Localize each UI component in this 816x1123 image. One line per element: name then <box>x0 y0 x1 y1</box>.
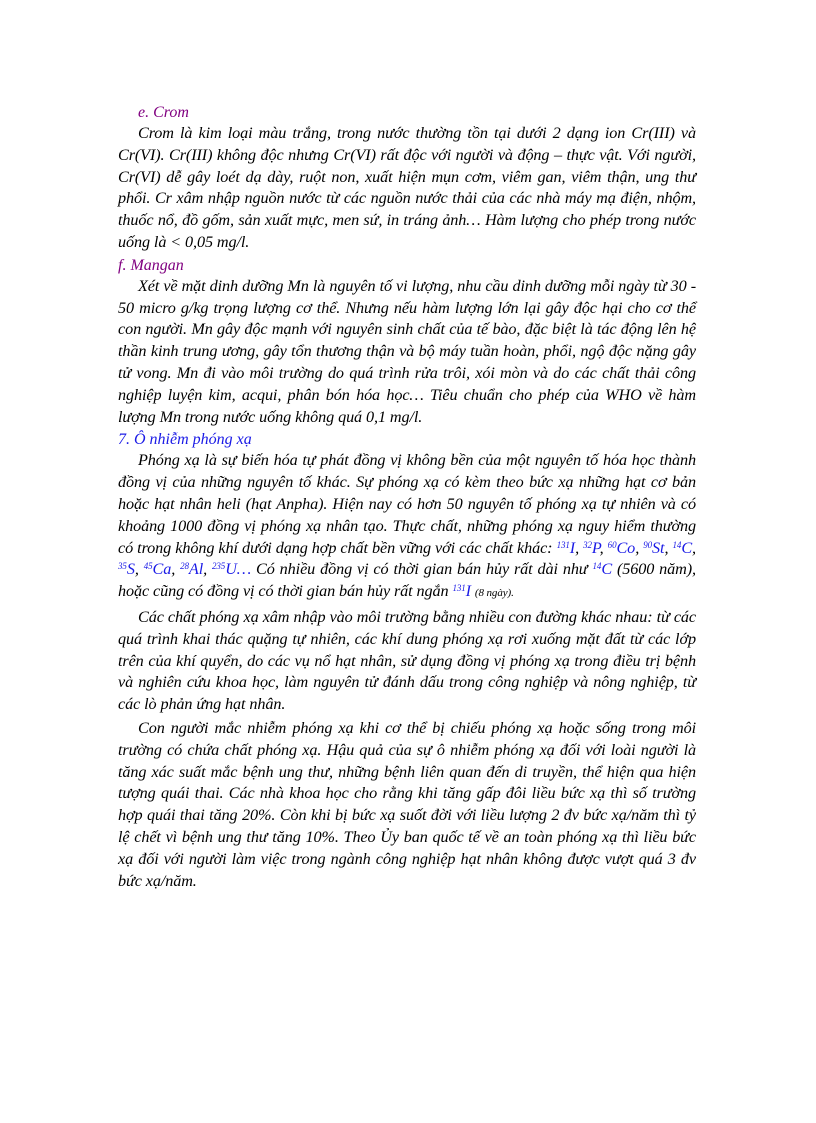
isotope-list: $^{131}$I, $^{32}$P, $^{60}$Co, $^{90}$St, $^{14}$C, $^{35}$S, $^{45}$Ca, $^{28}$Al, $^{235}$U… <box>118 538 696 579</box>
section-7-paragraph-2: Các chất phóng xạ xâm nhập vào môi trường bằng nhiều con đường khác nhau: từ các quá trình khai thác quặng tự nhiên, các khí dung phóng xạ rơi xuống mặt đất từ các lớp trên của khí quyển, do các vụ nổ hạt nhân, sử dụng đồng vị phóng xạ trong điều trị bệnh và nghiên cứu khoa học, làm nguyên tử đánh dấu trong công nghiệp và nông nghiệp, từ các lò phản ứng hạt nhân. <box>118 607 696 714</box>
isotope-item: $^{14}$C <box>672 538 693 557</box>
isotope-item: $^{131}$I <box>556 538 576 557</box>
isotope-item: $^{45}$Ca <box>143 560 172 579</box>
p1-end: (8 ngày). <box>474 587 514 600</box>
section-7-heading: 7. Ô nhiễm phóng xạ <box>118 431 252 449</box>
isotope-item: $^{60}$Co <box>607 538 636 557</box>
section-e-heading: e. Crom <box>138 104 189 121</box>
isotope-item: $^{235}$U… <box>212 560 252 579</box>
isotope-item: $^{35}$S <box>118 560 135 579</box>
isotope-item: $^{28}$Al <box>180 560 204 579</box>
p1-text: Phóng xạ là sự biến hóa tự phát đồng vị không bền của một nguyên tố hóa học thành đồng vị của những nguyên tố khác. Sự phóng xạ có kèm theo bức xạ những hạt cơ bản hoặc hạt nhân heli (hạt Anpha). Hiện nay có hơn 50 nguyên tố phóng xạ tự nhiên và có khoảng 1000 đồng vị phóng xạ nhân tạo. Thực chất, những phóng xạ nguy hiểm thường có trong không khí dưới dạng hợp chất bền vững với các chất khác: <box>118 451 696 557</box>
p1-mid2: (5600 năm), hoặc cũng có đồng vị có thời gian bán hủy rất ngắn <box>118 560 696 601</box>
section-7-paragraph-3: Con người mắc nhiễm phóng xạ khi cơ thể bị chiếu phóng xạ hoặc sống trong môi trường có chứa chất phóng xạ. Hậu quả của sự ô nhiễm phóng xạ đối với loài người là tăng xác suất mắc bệnh ung thư, những bệnh liên quan đến di truyền, thể hiện qua hiện tượng quái thai. Các nhà khoa học cho rằng khi tăng gấp đôi liều bức xạ thì số trường hợp quái thai tăng 20%. Còn khi bị bức xạ suốt đời với liều lượng 2 đv bức xạ/năm thì tỷ lệ chết vì bệnh ung thư tăng 10%. Theo Ủy ban quốc tế về an toàn phóng xạ thì liều bức xạ đối với người làm việc trong ngành công nghiệp hạt nhân không được vượt quá 3 đv bức xạ/năm. <box>118 718 696 890</box>
document-page <box>118 103 696 892</box>
section-f-heading: f. Mangan <box>118 256 184 274</box>
section-7-paragraph-1 <box>118 450 696 605</box>
isotope-i131: $^{131}$I <box>452 582 471 601</box>
isotope-item: $^{90}$St <box>643 538 665 557</box>
isotope-item: $^{32}$P <box>583 538 600 557</box>
section-e-paragraph: Crom là kim loại màu trắng, trong nước thường tồn tại dưới 2 dạng ion Cr(III) và Cr(VI). Cr(III) không độc nhưng Cr(VI) rất độc với người và động – thực vật. Với người, Cr(VI) dễ gây loét dạ dày, ruột non, xuất hiện mụn cơm, viêm gan, viêm thận, ung thư phổi. Cr xâm nhập nguồn nước từ các nguồn nước thải của các nhà máy mạ điện, nhộm, thuốc nổ, đồ gốm, sản xuất mực, men sứ, in tráng ảnh… Hàm lượng cho phép trong nước uống là < 0,05 mg/l. <box>118 124 696 251</box>
section-f-paragraph: Xét về mặt dinh dưỡng Mn là nguyên tố vi lượng, nhu cầu dinh dưỡng mỗi ngày từ 30 - 50 micro g/kg trọng lượng cơ thể. Nhưng nếu hàm lượng lớn lại gây độc hại cho cơ thể con người. Mn gây độc mạnh với nguyên sinh chất của tế bào, đặc biệt là tác động lên hệ thần kinh trung ương, gây tổn thương thận và bộ máy tuần hoàn, phổi, ngộ độc nặng gây tử vong. Mn đi vào môi trường do quá trình rửa trôi, xói mòn và do các chất thải công nghiệp luyện kim, acqui, phân bón hóa học… Tiêu chuẩn cho phép của WHO về hàm lượng Mn trong nước uống không quá 0,1 mg/l. <box>118 276 696 426</box>
p1-mid: Có nhiều đồng vị có thời gian bán hủy rất dài như <box>256 560 588 579</box>
isotope-c14: $^{14}$C <box>592 560 613 579</box>
